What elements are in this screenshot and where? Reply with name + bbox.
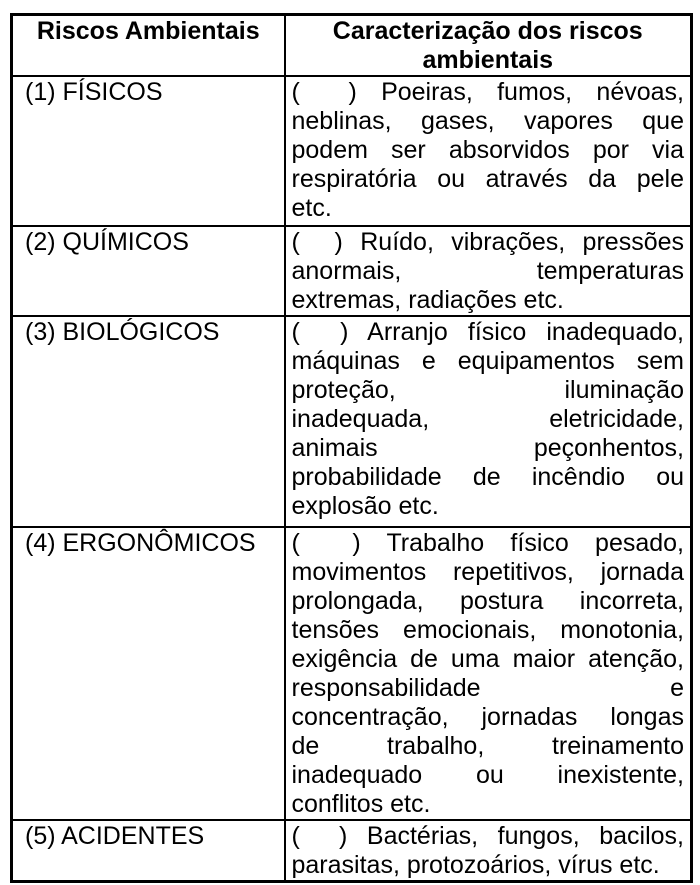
text-line: etc. (291, 194, 332, 222)
text-line: probabilidade de incêndio ou (291, 463, 684, 491)
risk-description-fisicos (285, 76, 692, 226)
text-line: exigência de uma maior atenção, (291, 645, 684, 673)
text-line: parasitas, protozoários, vírus etc. (291, 851, 660, 879)
text-line: inadequado ou inexistente, (291, 761, 684, 789)
table-row-acidentes (12, 820, 692, 882)
risk-description-acidentes (285, 820, 692, 882)
risk-description-biologicos (285, 316, 692, 527)
text-line: de trabalho, treinamento (291, 732, 684, 760)
risk-label-quimicos: (2) QUÍMICOS (12, 226, 285, 316)
text-line: conflitos etc. (291, 790, 431, 818)
risk-label-acidentes: (5) ACIDENTES (12, 820, 285, 882)
text-line: explosão etc. (291, 492, 439, 520)
table-header-row (12, 15, 692, 77)
text-line: respiratória ou através da pele (291, 165, 684, 193)
text-line: podem ser absorvidos por via (291, 136, 684, 164)
text-line: ( ) Trabalho físico pesado, (291, 529, 684, 557)
header-riscos-ambientais: Riscos Ambientais (12, 15, 285, 77)
text-line: neblinas, gases, vapores que (291, 107, 684, 135)
text-line: ( ) Ruído, vibrações, pressões (291, 228, 684, 256)
text-line: concentração, jornadas longas (291, 703, 684, 731)
text-line: proteção, iluminação (291, 376, 684, 404)
text-line: ( ) Poeiras, fumos, névoas, (291, 78, 684, 106)
risk-label-fisicos: (1) FÍSICOS (12, 76, 285, 226)
text-line: animais peçonhentos, (291, 434, 684, 462)
text-line: tensões emocionais, monotonia, (291, 616, 684, 644)
text-line: responsabilidade e (291, 674, 684, 702)
table-row-fisicos (12, 76, 692, 226)
table-row-biologicos (12, 316, 692, 527)
text-line: movimentos repetitivos, jornada (291, 558, 684, 586)
risk-description-quimicos (285, 226, 692, 316)
risk-label-ergonomicos: (4) ERGONÔMICOS (12, 527, 285, 820)
text-line: máquinas e equipamentos sem (291, 347, 684, 375)
text-line: anormais, temperaturas (291, 257, 684, 285)
text-line: extremas, radiações etc. (291, 286, 564, 314)
text-line: ( ) Arranjo físico inadequado, (291, 318, 684, 346)
text-line: ( ) Bactérias, fungos, bacilos, (291, 822, 684, 850)
table-row-ergonomicos (12, 527, 692, 820)
risk-description-ergonomicos (285, 527, 692, 820)
riscos-ambientais-table (10, 13, 693, 883)
risk-label-biologicos: (3) BIOLÓGICOS (12, 316, 285, 527)
text-line: inadequada, eletricidade, (291, 405, 684, 433)
text-line: prolongada, postura incorreta, (291, 587, 684, 615)
header-caracterizacao: Caracterização dos riscos ambientais (285, 15, 692, 77)
table-row-quimicos (12, 226, 692, 316)
